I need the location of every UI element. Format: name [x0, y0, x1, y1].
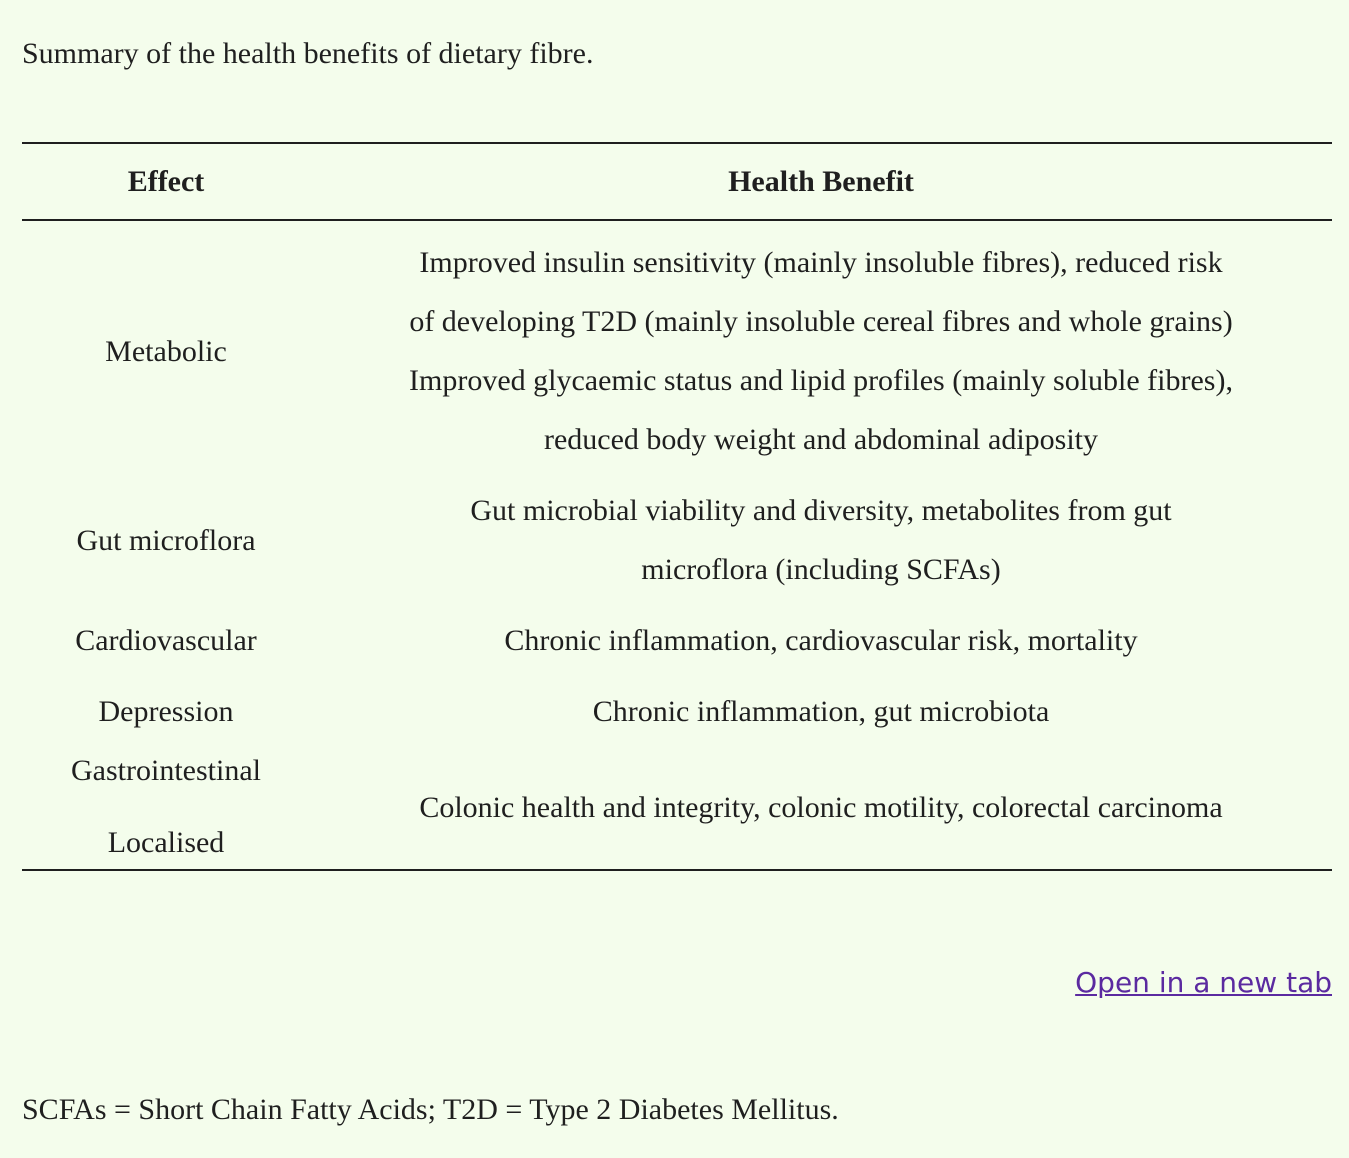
- table-row: [22, 747, 1332, 870]
- table-row: [22, 475, 1332, 605]
- cell-effect-gut-microflora: Gut microflora: [76, 523, 256, 557]
- effect-line: Gastrointestinal: [71, 754, 261, 787]
- table-row: [22, 605, 1332, 676]
- header-health-benefit: Health Benefit: [310, 143, 1332, 220]
- benefit-line: Improved glycaemic status and lipid profiles (mainly soluble fibres),: [409, 364, 1233, 397]
- benefit-line: reduced body weight and abdominal adiposity: [543, 423, 1099, 456]
- cell-effect-cardiovascular: Cardiovascular: [75, 624, 257, 657]
- benefit-line: Colonic health and integrity, colonic motility, colorectal carcinoma: [419, 790, 1223, 824]
- open-in-new-tab-link[interactable]: Open in a new tab: [1075, 966, 1332, 999]
- open-new-tab-wrapper: [1075, 966, 1332, 999]
- benefit-line: of developing T2D (mainly insoluble cereal fibres and whole grains): [409, 305, 1233, 338]
- cell-benefit-metabolic: [310, 220, 1332, 475]
- benefit-line: Improved insulin sensitivity (mainly insoluble fibres), reduced risk: [419, 246, 1223, 279]
- benefit-line: Gut microbial viability and diversity, metabolites from gut: [470, 494, 1172, 527]
- table-row: [22, 220, 1332, 475]
- cell-benefit-cardiovascular: [310, 605, 1332, 676]
- header-effect: Effect: [22, 143, 310, 220]
- cell-benefit-depression: [310, 676, 1332, 747]
- benefit-line: Chronic inflammation, cardiovascular risk, mortality: [504, 624, 1138, 657]
- effect-line: Localised: [107, 826, 225, 859]
- cell-effect-gastrointestinal: [22, 747, 310, 870]
- cell-benefit-gut-microflora: [310, 475, 1332, 605]
- fibre-benefits-table: [22, 142, 1332, 871]
- cell-effect-metabolic: Metabolic: [105, 334, 227, 368]
- cell-benefit-gastrointestinal: [310, 747, 1332, 870]
- benefit-line: microflora (including SCFAs): [641, 553, 1001, 586]
- table-row: [22, 676, 1332, 747]
- table-footnote: SCFAs = Short Chain Fatty Acids; T2D = Type 2 Diabetes Mellitus.: [22, 1093, 839, 1126]
- table-caption: Summary of the health benefits of dietary fibre.: [22, 37, 594, 70]
- benefit-line: Chronic inflammation, gut microbiota: [592, 695, 1050, 728]
- table-header-row: [22, 143, 1332, 220]
- cell-effect-depression: Depression: [98, 695, 234, 728]
- fibre-benefits-table-wrapper: [22, 142, 1332, 871]
